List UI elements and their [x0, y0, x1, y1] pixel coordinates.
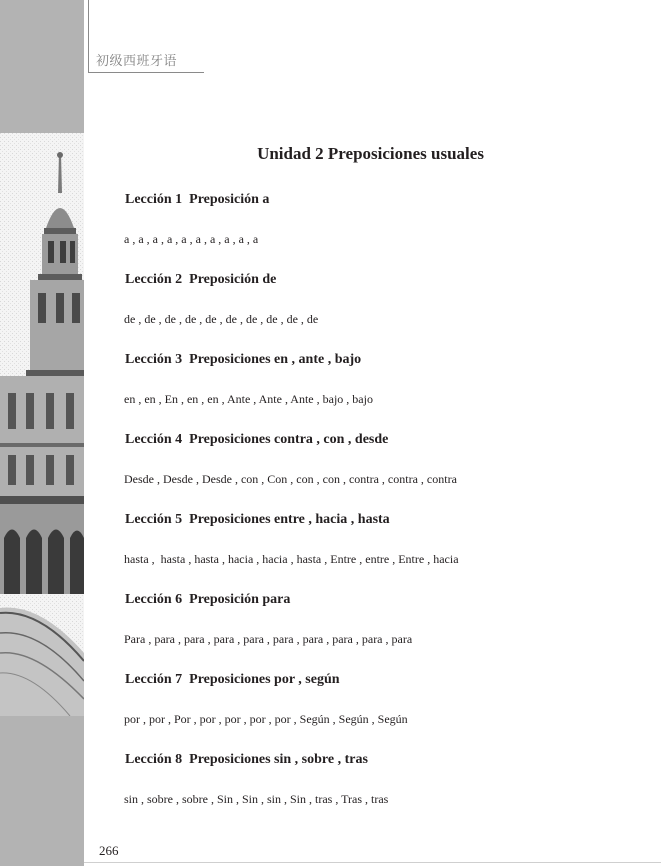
strip-band-top [0, 0, 84, 133]
lesson-6 [124, 592, 644, 672]
lesson-answers: Desde , Desde , Desde , con , Con , con , con , contra , contra , contra [124, 472, 457, 486]
lesson-title: Lección 2 Preposición de [125, 272, 277, 287]
lesson-title: Lección 8 Preposiciones sin , sobre , tras [125, 752, 368, 767]
lesson-answers: en , en , En , en , en , Ante , Ante , Ante , bajo , bajo [124, 392, 373, 406]
lesson-7 [124, 672, 644, 752]
header-horizontal-rule [88, 72, 204, 73]
lesson-answers: de , de , de , de , de , de , de , de , de , de [124, 312, 319, 326]
lesson-2 [124, 272, 644, 352]
header-vertical-rule [88, 0, 89, 72]
unit-title: Unidad 2 Preposiciones usuales [257, 144, 484, 163]
lesson-title: Lección 6 Preposición para [125, 592, 291, 607]
lesson-answers: hasta , hasta , hasta , hacia , hacia , hasta , Entre , entre , Entre , hacia [124, 552, 459, 566]
lesson-answers: por , por , Por , por , por , por , por , Según , Según , Según [124, 712, 408, 726]
strip-band-bottom [0, 716, 84, 866]
lesson-title: Lección 7 Preposiciones por , según [125, 672, 340, 687]
lesson-5 [124, 512, 644, 592]
bottom-rule [84, 862, 661, 863]
lesson-answers: sin , sobre , sobre , Sin , Sin , sin , Sin , tras , Tras , tras [124, 792, 389, 806]
building-engraving-image [0, 133, 84, 716]
lesson-answers: Para , para , para , para , para , para , para , para , para , para [124, 632, 413, 646]
page-number: 266 [99, 843, 119, 858]
lesson-1 [124, 192, 644, 272]
lesson-4 [124, 432, 644, 512]
lesson-title: Lección 1 Preposición a [125, 192, 270, 207]
running-head: 初级西班牙语 [96, 54, 178, 69]
lesson-title: Lección 3 Preposiciones en , ante , bajo [125, 352, 362, 367]
lesson-8 [124, 752, 644, 832]
lesson-title: Lección 4 Preposiciones contra , con , desde [125, 432, 389, 447]
lesson-3 [124, 352, 644, 432]
lesson-list [124, 192, 644, 832]
lesson-title: Lección 5 Preposiciones entre , hacia , hasta [125, 512, 390, 527]
side-decoration-strip [0, 0, 84, 866]
lesson-answers: a , a , a , a , a , a , a , a , a , a [124, 232, 259, 246]
